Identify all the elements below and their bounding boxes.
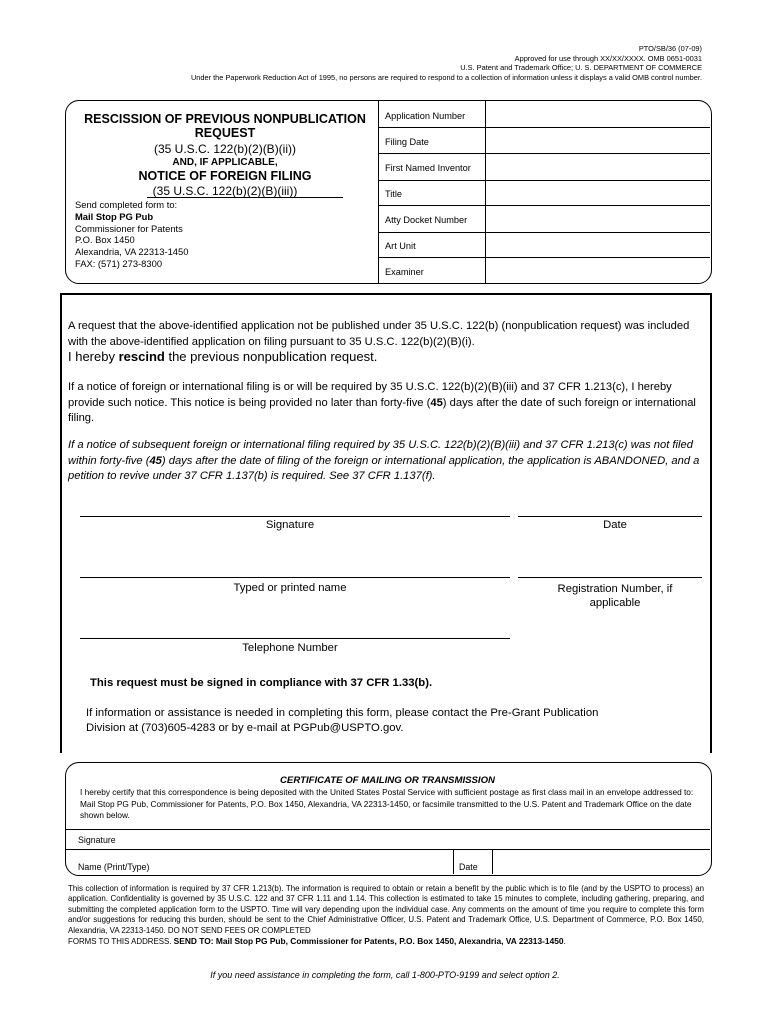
send-intro: Send completed form to: <box>75 199 178 210</box>
form-header <box>191 44 702 82</box>
date-label: Date <box>603 519 627 531</box>
send-line4: Alexandria, VA 22313-1450 <box>75 246 189 258</box>
art-unit-field[interactable] <box>378 257 710 258</box>
cert-name-date-divider <box>453 849 454 874</box>
foreign-pre: If a notice of foreign or international filing is or will be required by 35 U.S.C. 122(b)(2)(B)(iii) and 37 CFR 1.213(c), I hereby provide such notice. This notice is being provided no later than forty-five ( <box>68 381 672 409</box>
application-fields <box>378 100 710 284</box>
form-title-statute2: (35 U.S.C. 122(b)(2)(B)(iii)) <box>152 184 298 198</box>
paperwork-notice: Under the Paperwork Reduction Act of 1995, no persons are required to respond to a collection of information unless it displays a valid OMB control number. <box>190 72 702 82</box>
first-named-inventor-field[interactable] <box>378 180 710 181</box>
cert-date-label: Date <box>459 862 478 872</box>
examiner-label: Examiner <box>385 267 424 277</box>
foreign-notice-paragraph <box>68 380 704 427</box>
rescind-post: the previous nonpublication request. <box>164 349 378 364</box>
registration-label-2: applicable <box>589 597 641 609</box>
certificate-title: CERTIFICATE OF MAILING OR TRANSMISSION <box>280 775 495 786</box>
send-to-address: SEND TO: Mail Stop PG Pub, Commissioner for Patents, P.O. Box 1450, Alexandria, VA 22313-1450 <box>173 936 564 947</box>
telephone-line[interactable] <box>80 638 510 639</box>
send-line2: Commissioner for Patents <box>75 222 183 234</box>
abandon-bold: 45 <box>149 454 162 467</box>
atty-docket-field[interactable] <box>378 232 710 233</box>
form-number: PTO/SB/36 (07-09) <box>638 44 702 53</box>
burden-statement <box>68 884 704 947</box>
agency-line: U.S. Patent and Trademark Office; U. S. DEPARTMENT OF COMMERCE <box>460 63 702 73</box>
art-unit-label: Art Unit <box>385 241 416 251</box>
title-label: Title <box>385 189 403 199</box>
send-to-block <box>75 199 188 270</box>
omb-approval: Approved for use through XX/XX/XXXX. OMB 0651-0031 <box>514 53 702 63</box>
abandon-post: ) days after the date of filing of the foreign or international application, the application is ABANDONED, and a petition to revive under 37 CFR 1.137(b) is required. See 37 CFR 1.137(f). <box>68 454 700 482</box>
date-line[interactable] <box>518 516 702 517</box>
forms-post: . <box>563 937 566 947</box>
telephone-label: Telephone Number <box>242 642 338 654</box>
rescind-pre: I hereby <box>68 349 119 364</box>
rescind-bold: rescind <box>118 349 165 364</box>
send-mailstop: Mail Stop PG Pub <box>75 210 154 222</box>
cert-divider-1 <box>66 829 710 830</box>
signature-line[interactable] <box>80 516 510 517</box>
printed-name-line[interactable] <box>80 577 510 578</box>
atty-docket-label: Atty Docket Number <box>385 215 468 225</box>
title-underline <box>147 197 343 198</box>
signature-label: Signature <box>265 519 315 531</box>
compliance-note: This request must be signed in compliance with 37 CFR 1.33(b). <box>90 677 433 689</box>
form-title-line4: AND, IF APPLICABLE, <box>172 157 278 168</box>
form-title-line2: REQUEST <box>194 126 256 140</box>
assistance-line-1: If information or assistance is needed in completing this form, please contact the Pre-Grant Publication <box>86 707 599 719</box>
filing-date-field[interactable] <box>378 153 710 154</box>
application-number-field[interactable] <box>378 127 710 128</box>
nonpublication-paragraph: A request that the above-identified application not be published under 35 U.S.C. 122(b) (nonpublication request) was included with the above-identified application on filing pursuant to 35 U.S.C. 122(b)(2)(B)(i). <box>68 320 690 348</box>
application-number-label: Application Number <box>385 111 466 121</box>
first-named-inventor-label: First Named Inventor <box>385 163 471 173</box>
abandon-pre: If a notice of subsequent foreign or international filing required by 35 U.S.C. 122(b)(2)(B)(iii) and 37 CFR 1.213(c) was not filed within forty-five ( <box>68 439 693 467</box>
help-line: If you need assistance in completing the form, call 1-800-PTO-9199 and select option 2. <box>210 970 560 980</box>
form-title-line1: RESCISSION OF PREVIOUS NONPUBLICATION <box>84 112 366 126</box>
foreign-bold: 45 <box>430 396 443 409</box>
cert-date-field-divider[interactable] <box>492 849 493 874</box>
certificate-text: I hereby certify that this correspondence is being deposited with the United States Postal Service with sufficient postage as first class mail in an envelope addressed to: Mail Stop PG Pub, Commissioner for Patents, P.O. Box 1450, Alexandria, VA 22313-1450, or facsimile transmitted to the U.S. Patent and Trademark Office on the date shown below. <box>80 787 694 821</box>
burden-text: This collection of information is required by 37 CFR 1.213(b). The information is required to obtain or retain a benefit by the public which is to file (and by the USPTO to process) an application. Confidentiality is governed by 35 U.S.C. 122 and 37 CFR 1.11 and 1.14. This collection is estimated to take 15 minutes to complete, including gathering, preparing, and submitting the completed application form to the USPTO. Time will vary depending upon the individual case. Any comments on the amount of time you require to complete this form and/or suggestions for reducing this burden, should be sent to the Chief Administrative Officer, U.S. Patent and Trademark Office, U.S. Department of Commerce, P.O. Box 1450, Alexandria, VA 22313-1450. DO NOT SEND FEES OR COMPLETED <box>68 884 704 935</box>
abandonment-paragraph <box>68 438 704 485</box>
form-title-statute1: (35 U.S.C. 122(b)(2)(B)(ii)) <box>153 142 297 156</box>
registration-label-1: Registration Number, if <box>557 583 673 595</box>
send-fax: FAX: (571) 273-8300 <box>75 257 163 269</box>
form-title-line5: NOTICE OF FOREIGN FILING <box>138 169 312 183</box>
forms-pre: FORMS TO THIS ADDRESS. <box>68 937 174 947</box>
cert-divider-2[interactable] <box>66 849 710 850</box>
title-field[interactable] <box>378 205 710 206</box>
cert-name-label: Name (Print/Type) <box>78 862 150 872</box>
rescind-statement <box>68 349 704 365</box>
assistance-line-2: Division at (703)605-4283 or by e-mail at PGPub@USPTO.gov. <box>86 722 404 734</box>
registration-line[interactable] <box>518 577 702 578</box>
send-line3: P.O. Box 1450 <box>75 234 135 246</box>
filing-date-label: Filing Date <box>385 137 429 147</box>
foreign-post: ) days after the date of such foreign or international filing. <box>68 396 696 424</box>
cert-signature-label: Signature <box>78 835 116 845</box>
printed-name-label: Typed or printed name <box>233 582 347 594</box>
